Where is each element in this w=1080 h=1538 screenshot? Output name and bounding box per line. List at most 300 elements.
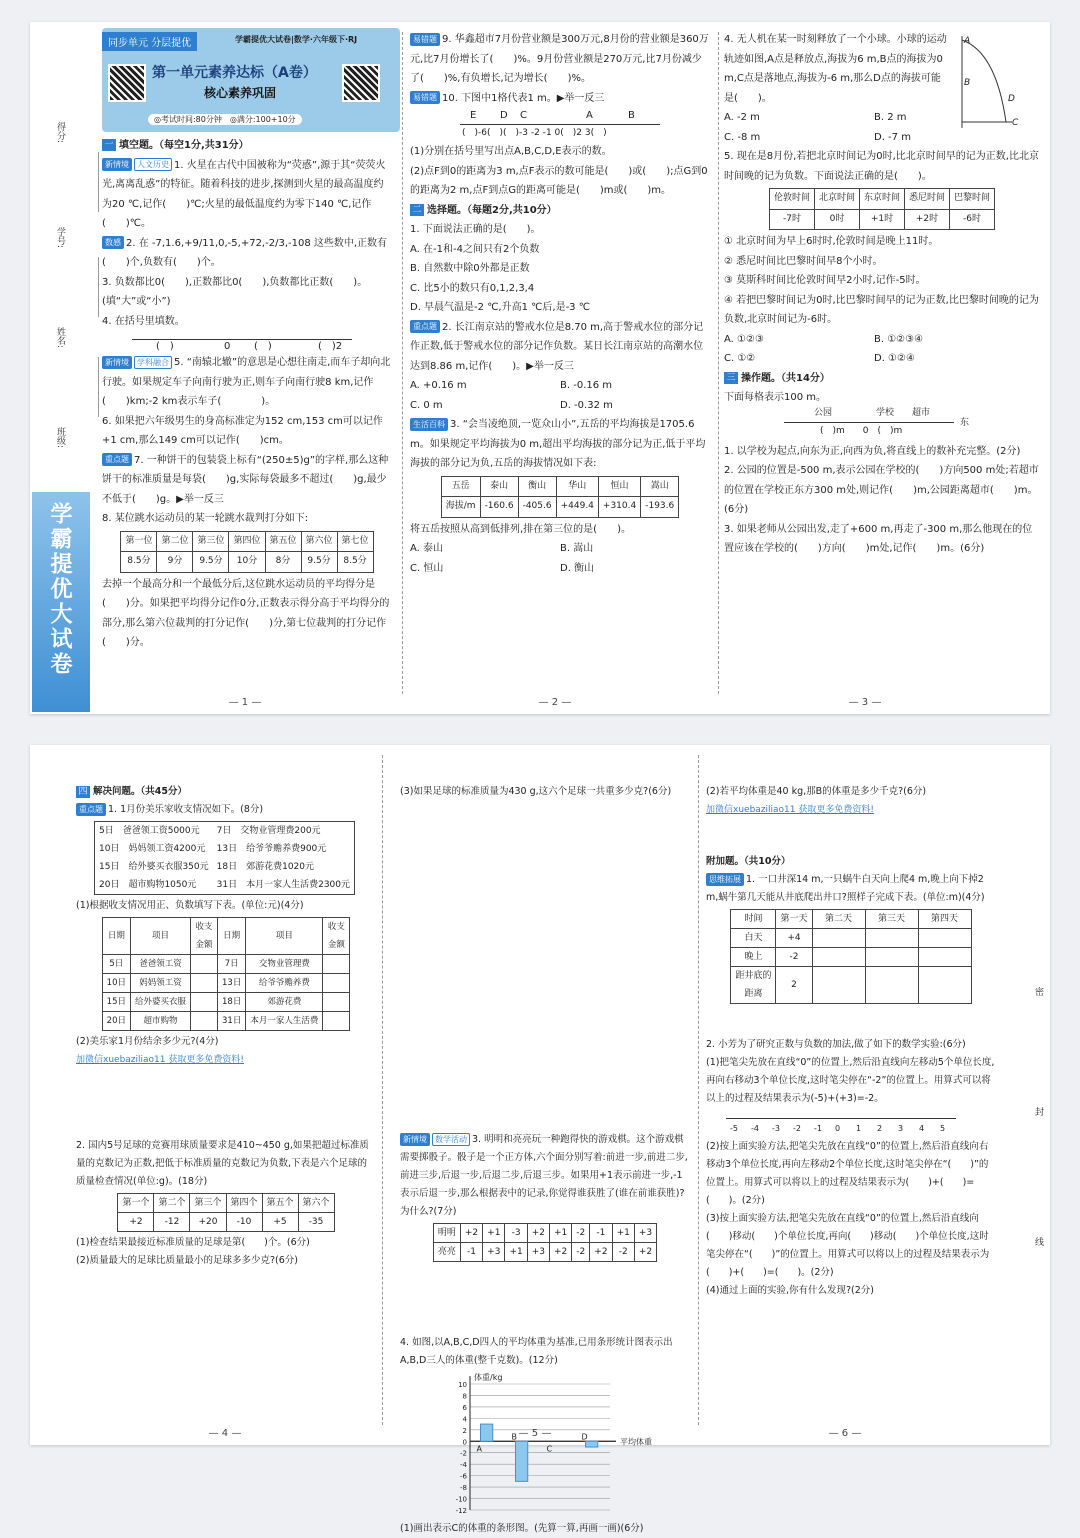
choice-1: 1. 下面说法正确的是( )。: [410, 224, 541, 235]
unit-tab: 同步单元 分层提优: [102, 32, 197, 51]
table-cell: 晚上: [731, 948, 776, 967]
category-label-C: C: [546, 1444, 553, 1454]
table-cell: 恒山: [598, 476, 640, 497]
altitude-table: [441, 476, 679, 518]
question-tag: 重点题: [102, 453, 132, 466]
question-tag: 易错题: [410, 33, 440, 46]
table-cell: 第五位: [265, 531, 301, 552]
binding-strip: [30, 22, 92, 714]
record: 10日 妈妈领工资4200元: [99, 844, 206, 854]
y-tick-label: -10: [455, 1495, 467, 1504]
problem-2-sub3: (3)如果足球的标准质量为430 g,这六个足球一共重多少克?(6分): [400, 786, 672, 797]
table-cell: 第一天: [776, 910, 812, 929]
table-cell: +2: [460, 1224, 482, 1243]
table-cell: 收支金额: [323, 918, 350, 955]
location-number-line: [724, 408, 1040, 442]
table-cell: -6时: [950, 209, 995, 230]
answer-space: [400, 1264, 690, 1334]
baseline-label: 平均体重: [620, 1437, 652, 1447]
axis-tick-label: 2: [877, 1124, 883, 1133]
table-cell: +1时: [859, 209, 904, 230]
question-tag: 数学活动: [432, 1133, 470, 1146]
student-id-label: 学号:: [55, 227, 65, 249]
score-info: ◎满分:100+10分: [229, 115, 296, 124]
table-cell: 本月一家人生活费: [246, 1012, 323, 1031]
section-number: 三: [724, 372, 738, 384]
extra-2-sub1: (1)把笔尖先放在直线“0”的位置上,然后沿直线向左移动5个单位长度,再向右移动3个单位长度,这时笔尖停在“-2”的位置上。用算式可以将以上的过程及结果表示为(-5)+(+3)=-2。: [706, 1057, 995, 1104]
answer-space: [76, 1069, 376, 1137]
axis-line: [726, 1118, 956, 1119]
question-5: 5. “南辕北辙”的意思是心想往南走,而车子却向北行驶。如果规定车子向南行驶为正,则车子向南行驶8 km,记作( )km;-2 km表示车子( )。: [102, 357, 391, 407]
table-cell: +2: [527, 1224, 549, 1243]
table-cell: -2: [612, 1243, 634, 1262]
extra-2: 2. 小芳为了研究正数与负数的加法,做了如下的数学实验:(6分): [706, 1039, 966, 1050]
operation-3: 3. 如果老师从公园出发,走了+600 m,再走了-300 m,那么他现在的位置应该在学校的( )方向( )m处,记作( )m。(6分): [724, 523, 1033, 554]
extra-section-title: 附加题。（共10分）: [706, 856, 791, 867]
column-divider: [718, 32, 719, 694]
table-cell: +20: [190, 1213, 226, 1232]
name-line: [98, 357, 99, 417]
table-cell: 收支金额: [191, 918, 218, 955]
table-cell: 巴黎时间: [950, 189, 995, 210]
table-cell[interactable]: [812, 948, 865, 967]
y-tick-label: -2: [460, 1449, 467, 1458]
table-cell[interactable]: [865, 948, 918, 967]
question-tag: 学科融合: [134, 356, 172, 369]
y-axis-label: 体重/kg: [474, 1373, 503, 1382]
page-number-5: — 5 —: [518, 1428, 552, 1439]
table-cell: 伦敦时间: [769, 189, 814, 210]
table-cell: -10: [226, 1213, 262, 1232]
option: D. ①②④: [874, 353, 915, 364]
record: 15日 给外婆买衣服350元: [99, 862, 209, 872]
time-info: ◎考试时间:80分钟: [154, 115, 222, 124]
question-7: 7. 一种饼干的包装袋上标有“(250±5)g”的字样,那么这种饼干的标准质量是每袋( )g,实际每袋最多不超过( )g,最少不低于( )g。▶举一反三: [102, 454, 389, 505]
pen-number-line: [706, 1108, 996, 1138]
table-cell[interactable]: [191, 955, 218, 974]
weight-bar-chart: [440, 1370, 670, 1520]
option: B. -0.16 m: [560, 380, 613, 391]
option: C. ①②: [724, 353, 756, 364]
table-cell: 日期: [218, 918, 246, 955]
table-cell: 亮亮: [433, 1243, 460, 1262]
statement: ② 悉尼时间比巴黎时间早8个小时。: [724, 255, 883, 267]
table-cell: 郊游花费: [246, 993, 323, 1012]
table-cell: 悉尼时间: [905, 189, 950, 210]
option: C. 0 m: [410, 399, 443, 411]
column-1: [102, 136, 392, 714]
y-tick-label: 8: [462, 1392, 467, 1401]
y-tick-label: 2: [462, 1426, 467, 1435]
table-cell: +1: [550, 1224, 572, 1243]
axis-tick-label: 3: [898, 1124, 904, 1133]
extra-2-sub3: (3)按上面实验方法,把笔尖先放在直线“0”的位置上,然后沿直线向( )移动( )个单位长度,再向( )移动( )个单位长度,这时笔尖停在“( )”的位置上。用算式可以将以上的过程及结果表示为( )+( )=( )。(2分): [706, 1213, 990, 1278]
problem-3: 3. 明明和亮亮玩一种跑得快的游戏棋。这个游戏棋需要掷骰子。骰子是一个正方体,六个面分别写着:前进一步,前进二步,前进三步,后退一步,后退二步,后退三步。如果用+1表示前进一步,-1表示后退一步,那么根据表中的记录,你觉得谁获胜了(谁在前谁获胜)?为什么?(7分): [400, 1134, 688, 1217]
seal-mark: 密: [1034, 988, 1044, 998]
choice-5: 5. 现在是8月份,若把北京时间记为0时,比北京时间早的记为正数,比北京时间晚的记为负数。下面说法正确的是( )。: [724, 151, 1039, 182]
point-label: D: [500, 110, 508, 121]
y-tick-label: -8: [460, 1484, 467, 1493]
bar-A: [481, 1424, 493, 1441]
axis-tick-label: 5: [940, 1124, 946, 1133]
question-8-after: 去掉一个最高分和一个最低分后,这位跳水运动员的平均得分是( )分。如果把平均得分记作0分,正数表示得分高于平均得分的部分,那么第六位裁判的打分记作( )分,第七位裁判的打分记作( )分。: [102, 578, 390, 648]
question-tag: 重点题: [410, 320, 440, 333]
point-label: E: [470, 110, 477, 121]
page-subtitle: 核心素养巩固: [204, 86, 277, 100]
table-cell: 第五个: [262, 1194, 298, 1213]
table-cell[interactable]: [323, 1012, 350, 1031]
question-10-sub2: (2)点F到0的距离为3 m,点F表示的数可能是( )或( );点G到0的距离为2 m,点F到点G的距离可能是( )m或( )m。: [410, 165, 708, 196]
number-line-q4: [102, 331, 392, 353]
income-expense-table: [102, 917, 351, 1031]
table-cell: 8.5分: [121, 552, 157, 573]
table-cell: 衡山: [518, 476, 556, 497]
table-cell[interactable]: [191, 993, 218, 1012]
table-cell: 第四天: [918, 910, 971, 929]
question-tag: 新情境: [102, 356, 132, 369]
table-cell[interactable]: [812, 929, 865, 948]
question-9: 9. 华鑫超市7月份营业额是300万元,8月份的营业额是360万元,比7月份增长了( )%。9月份营业额是270万元,比7月份减少了( )%,有负增长,记为增长( )%。: [410, 34, 709, 84]
timezone-table: [769, 188, 995, 230]
brand-text: 学霸提优大试卷: [47, 502, 72, 677]
section-title: 填空题。（每空1分,共31分）: [119, 140, 249, 151]
answer-space: [706, 1006, 996, 1036]
table-cell: 第二位: [157, 531, 193, 552]
table-cell: 8分: [265, 552, 301, 573]
y-tick-label: -4: [460, 1461, 467, 1470]
table-cell: 2: [776, 967, 812, 1004]
category-label-B: B: [511, 1432, 517, 1442]
id-line: [98, 257, 99, 317]
table-cell: 9.5分: [301, 552, 337, 573]
category-label-D: D: [581, 1432, 588, 1442]
record: 31日 本月一家人生活费2300元: [216, 880, 350, 890]
axis-label: ( )2: [318, 341, 343, 352]
option: D. 衡山: [560, 562, 595, 574]
table-cell: 5日: [102, 955, 130, 974]
table-cell: +3: [483, 1243, 505, 1262]
table-cell: 项目: [246, 918, 323, 955]
choice-3: 3. “会当凌绝顶,一览众山小”,五岳的平均海拔是1705.6 m。如果规定平均海拔为0 m,超出平均海拔的部分记为正,低于平均海拔的部分记为负,五岳的海拔情况如下表:: [410, 419, 706, 469]
table-cell: 8.5分: [337, 552, 373, 573]
score-label: 得分:: [55, 122, 65, 144]
exam-info: [148, 114, 302, 125]
income-expense-box: [94, 821, 355, 895]
option: A. ①②③: [724, 333, 764, 345]
table-cell[interactable]: [918, 948, 971, 967]
place-label: 超市: [912, 407, 931, 418]
page-number-3: — 3 —: [848, 697, 882, 708]
table-cell[interactable]: [865, 929, 918, 948]
table-cell: +2时: [905, 209, 950, 230]
table-cell: -2: [572, 1224, 590, 1243]
table-cell: 第六个: [298, 1194, 334, 1213]
table-cell: 7日: [218, 955, 246, 974]
axis-label: 0: [224, 341, 231, 352]
axis-tick-label: -3: [772, 1124, 780, 1133]
table-cell: -1: [460, 1243, 482, 1262]
table-cell: 第二个: [154, 1194, 190, 1213]
problem-2-sub2: (2)质量最大的足球比质量最小的足球多多少克?(6分): [76, 1255, 298, 1266]
table-cell: 给外婆买衣服: [130, 993, 190, 1012]
table-cell: 东京时间: [859, 189, 904, 210]
direction-label: 东: [960, 417, 970, 428]
option: A. -2 m: [724, 112, 760, 123]
table-cell: +2: [550, 1243, 572, 1262]
table-cell: 日期: [102, 918, 130, 955]
qr-code-right: [342, 64, 380, 102]
table-cell: +5: [262, 1213, 298, 1232]
extra-2-sub4: (4)通过上面的实验,你有什么发现?(2分): [706, 1285, 874, 1296]
option: B. 2 m: [874, 112, 907, 123]
table-cell: +3: [527, 1243, 549, 1262]
table-cell: +2: [590, 1243, 612, 1262]
y-tick-label: 10: [458, 1381, 467, 1389]
operation-1: 1. 以学校为起点,向东为正,向西为负,将直线上的数补充完整。(2分): [724, 445, 1021, 457]
table-cell: +1: [505, 1243, 527, 1262]
table-cell[interactable]: [918, 967, 971, 1004]
y-tick-label: 0: [462, 1438, 467, 1447]
problem-4-sub2: (2)若平均体重是40 kg,那B的体重是多少千克?(6分): [706, 786, 927, 797]
table-cell: 爸爸领工资: [130, 955, 190, 974]
question-tag: 新情境: [400, 1133, 430, 1146]
figure-label: A: [964, 36, 971, 46]
ball-mass-table: [117, 1193, 334, 1232]
axis-tick-label: 1: [856, 1124, 862, 1133]
problem-4-sub1: (1)画出表示C的体重的条形图。(先算一算,再画一画)(6分): [400, 1523, 644, 1534]
answer-space: [706, 819, 996, 853]
record: 13日 给爷爷赡养费900元: [216, 844, 327, 854]
option: C. 恒山: [410, 562, 444, 574]
option: A. +0.16 m: [410, 380, 467, 391]
extra-2-sub2: (2)按上面实验方法,把笔尖先放在直线“0”的位置上,然后沿直线向右移动3个单位长度,再向左移动2个单位长度,这时笔尖停在“( )”的位置上。用算式可以将以上的过程及结果表示为( )+( )=( )。(2分): [706, 1141, 989, 1206]
number-line-q10: [410, 108, 710, 142]
table-cell: 第三位: [193, 531, 229, 552]
table-cell: 超市购物: [130, 1012, 190, 1031]
table-cell: 距井底的距离: [731, 967, 776, 1004]
point-label: A: [586, 110, 593, 121]
table-cell: 第七位: [337, 531, 373, 552]
snail-table: [730, 909, 971, 1004]
axis-tick-label: 4: [919, 1124, 925, 1133]
section-title: 选择题。（每题2分,共10分）: [427, 204, 557, 216]
table-cell: +449.4: [556, 497, 598, 518]
axis-label: ( ): [254, 341, 272, 352]
category-label-A: A: [476, 1444, 482, 1454]
table-cell: 第六位: [301, 531, 337, 552]
y-tick-label: 6: [462, 1403, 467, 1412]
class-label: 班级:: [55, 427, 65, 449]
column-5: [400, 783, 690, 1534]
problem-4: 4. 如图,以A,B,C,D四人的平均体重为基准,已用条形统计图表示出A,B,D三人的体重(整千克数)。(12分): [400, 1337, 673, 1366]
option: D. 早晨气温是-2 ℃,升高1 ℃后,是-3 ℃: [410, 302, 590, 313]
seal-mark: 线: [1034, 1238, 1044, 1248]
extra-1: 1. 一口井深14 m,一只蜗牛白天向上爬4 m,晚上向下掉2 m,蜗牛第几天能从井底爬出井口?照样子完成下表。(单位:m)(4分): [706, 874, 985, 903]
table-cell[interactable]: [191, 1012, 218, 1031]
table-cell: 第三个: [190, 1194, 226, 1213]
option: B. ①②③④: [874, 333, 924, 345]
section-title: 操作题。（共14分）: [741, 372, 830, 384]
column-4: [76, 783, 376, 1445]
option: A. 泰山: [410, 543, 444, 554]
table-cell: 海拔/m: [441, 497, 480, 518]
place-label: 公园: [814, 407, 833, 418]
table-cell: 18日: [218, 993, 246, 1012]
table-cell: 妈妈领工资: [130, 974, 190, 993]
question-tag: 新情境: [102, 158, 132, 171]
question-tag: 思维拓展: [706, 873, 744, 886]
problem-2: 2. 国内5号足球的竞赛用球质量要求是410~450 g,如果把超过标准质量的克数记为正数,把低于标准质量的克数记为负数,下表是六个足球的质量检查情况(单位:g)。(18分): [76, 1140, 369, 1187]
exam-page-1-3: [30, 22, 1050, 714]
table-cell: 北京时间: [814, 189, 859, 210]
table-cell: 五岳: [441, 476, 480, 497]
table-cell: +4: [776, 929, 812, 948]
question-tag: 数感: [102, 236, 124, 249]
table-cell: -12: [154, 1213, 190, 1232]
table-cell: +3: [634, 1224, 656, 1243]
question-2: 2. 在 -7,1.6,+9/11,0,-5,+72,-2/3,-108 这些数中,正数有( )个,负数有( )个。: [102, 237, 388, 268]
table-cell: 给爷爷赡养费: [246, 974, 323, 993]
score-line: [98, 152, 99, 212]
choice-4: 4. 无人机在某一时刻释放了一个小球。小球的运动轨迹如图,A点是释放点,海拔为6 m,B点的海拔为0 m,C点是落地点,海拔为-6 m,那么D点的海拔可能是( )。: [724, 34, 947, 104]
table-cell: 第二天: [812, 910, 865, 929]
table-cell[interactable]: [865, 967, 918, 1004]
table-cell: 第四位: [229, 531, 265, 552]
table-cell: -160.6: [480, 497, 518, 518]
seal-mark: 封: [1034, 1108, 1044, 1118]
problem-1: 1. 1月份美乐家收支情况如下。(8分): [108, 804, 264, 815]
operation-2: 2. 公园的位置是-500 m,表示公园在学校的( )方向500 m处;若超市的位置在学校正东方300 m处,则记作( )m,公园距离超市( )m。(6分): [724, 465, 1039, 515]
table-cell: 10日: [102, 974, 130, 993]
question-10: 10. 下图中1格代表1 m。▶举一反三: [442, 92, 605, 104]
section-number: 四: [76, 786, 90, 798]
answer-space: [400, 801, 690, 1131]
wechat-ad[interactable]: 加微信xuebaziliao11 获取更多免费资料!: [76, 1055, 244, 1065]
y-tick-label: -12: [455, 1507, 467, 1515]
table-cell: 9.5分: [193, 552, 229, 573]
column-2: [410, 30, 710, 714]
figure-label: C: [1012, 118, 1019, 128]
section-number: 一: [102, 139, 116, 151]
table-cell: -405.6: [518, 497, 556, 518]
question-10-sub1: (1)分别在括号里写出点A,B,C,D,E表示的数。: [410, 146, 612, 157]
table-cell: 华山: [556, 476, 598, 497]
table-cell: 泰山: [480, 476, 518, 497]
problem-1-sub1: (1)根据收支情况用正、负数填写下表。(单位:元)(4分): [76, 900, 304, 911]
page-number-2: — 2 —: [538, 697, 572, 708]
figure-label: B: [964, 78, 971, 88]
option: A. 在-1和-4之间只有2个负数: [410, 243, 540, 255]
table-cell[interactable]: [812, 967, 865, 1004]
column-divider: [402, 32, 403, 694]
table-cell: -1: [590, 1224, 612, 1243]
option: C. 比5小的数只有0,1,2,3,4: [410, 282, 535, 294]
page-number-6: — 6 —: [828, 1428, 862, 1439]
place-label: 学校: [876, 407, 895, 418]
axis-tick-label: -1: [814, 1124, 822, 1133]
table-cell: 31日: [218, 1012, 246, 1031]
record: 5日 爸爸领工资5000元: [99, 826, 200, 836]
table-cell: -3: [505, 1224, 527, 1243]
table-cell: 第三天: [865, 910, 918, 929]
axis-tick-label: 0: [835, 1124, 841, 1133]
axis-tick-label: -4: [751, 1124, 759, 1133]
question-4: 4. 在括号里填数。: [102, 315, 185, 327]
axis-labels: ( )m 0 ( )m: [820, 425, 903, 436]
axis-tick-label: -5: [730, 1124, 738, 1133]
table-cell: -2: [776, 948, 812, 967]
axis-tick-label: -2: [793, 1124, 801, 1133]
section-number: 二: [410, 204, 424, 216]
axis-labels: ( )-6( )( )-3 -2 -1 0( )2 3( ): [462, 128, 607, 138]
table-cell[interactable]: [191, 974, 218, 993]
option: B. 自然数中除0外都是正数: [410, 263, 530, 274]
table-cell: +1: [612, 1224, 634, 1243]
record: 7日 交物业管理费200元: [216, 826, 321, 836]
table-cell: +2: [634, 1243, 656, 1262]
dice-game-table: [433, 1223, 657, 1262]
point-label: C: [520, 110, 527, 121]
table-cell: 第四个: [226, 1194, 262, 1213]
table-cell: +2: [118, 1213, 154, 1232]
question-tag: 重点题: [76, 803, 106, 816]
question-tag: 人文历史: [134, 158, 172, 171]
record: 18日 郊游花费1020元: [216, 862, 314, 872]
page-number-4: — 4 —: [208, 1428, 242, 1439]
table-cell[interactable]: [323, 974, 350, 993]
table-cell: -35: [298, 1213, 334, 1232]
table-cell[interactable]: [323, 993, 350, 1012]
problem-2-sub1: (1)检查结果最接近标准质量的足球是第( )个。(6分): [76, 1237, 310, 1248]
bar-B: [516, 1441, 528, 1481]
question-1: 1. 火星在古代中国被称为“荧惑”,源于其“荧荧火光,离离乱惑”的特征。随着科技的进步,探测到火星的最高温度约为20 ℃,记作( )℃;火星的最低温度约为零下140 ℃,记作( )℃。: [102, 159, 386, 229]
column-3: [724, 30, 1040, 714]
option: B. 嵩山: [560, 543, 594, 554]
table-cell: -7时: [769, 209, 814, 230]
question-tag: 生活百科: [410, 418, 448, 431]
table-cell[interactable]: [918, 929, 971, 948]
table-cell: 嵩山: [641, 476, 679, 497]
table-cell: 第一个: [118, 1194, 154, 1213]
table-cell: 白天: [731, 929, 776, 948]
exam-page-4-6: [30, 745, 1050, 1534]
question-6: 6. 如果把六年级男生的身高标准定为152 cm,153 cm可以记作+1 cm,那么149 cm可以记作( )cm。: [102, 415, 383, 446]
bar-D: [586, 1441, 598, 1447]
question-3: 3. 负数都比0( ),正数都比0( ),负数都比正数( )。(填“大”或“小”): [102, 276, 368, 307]
option: D. -0.32 m: [560, 399, 613, 411]
table-cell: 10分: [229, 552, 265, 573]
table-cell: 项目: [130, 918, 190, 955]
table-cell: 15日: [102, 993, 130, 1012]
question-8: 8. 某位跳水运动员的某一轮跳水裁判打分如下:: [102, 513, 309, 524]
operation-intro: 下面每格表示100 m。: [724, 392, 827, 403]
page-title: 第一单元素养达标（A卷）: [152, 65, 317, 81]
statement: ③ 莫斯科时间比伦敦时间早2小时,记作-5时。: [724, 275, 926, 286]
axis-label: ( ): [156, 341, 174, 352]
table-cell: -193.6: [641, 497, 679, 518]
table-cell: 明明: [433, 1224, 460, 1243]
table-cell[interactable]: [323, 955, 350, 974]
choice-3-after: 将五岳按照从高到低排列,排在第三位的是( )。: [410, 523, 631, 535]
table-cell: 13日: [218, 974, 246, 993]
wechat-ad[interactable]: 加微信xuebaziliao11 获取更多免费资料!: [706, 805, 874, 815]
page-number-1: — 1 —: [228, 697, 262, 708]
name-label: 姓名:: [55, 327, 65, 349]
qr-code-left: [108, 64, 146, 102]
point-label: B: [628, 110, 635, 121]
statement: ④ 若把巴黎时间记为0时,比巴黎时间早的记为正数,比巴黎时间晚的记为负数,北京时间记为-6时。: [724, 294, 1039, 325]
header-series: 学霸提优大试卷|数学·六年级下·RJ: [235, 35, 358, 44]
